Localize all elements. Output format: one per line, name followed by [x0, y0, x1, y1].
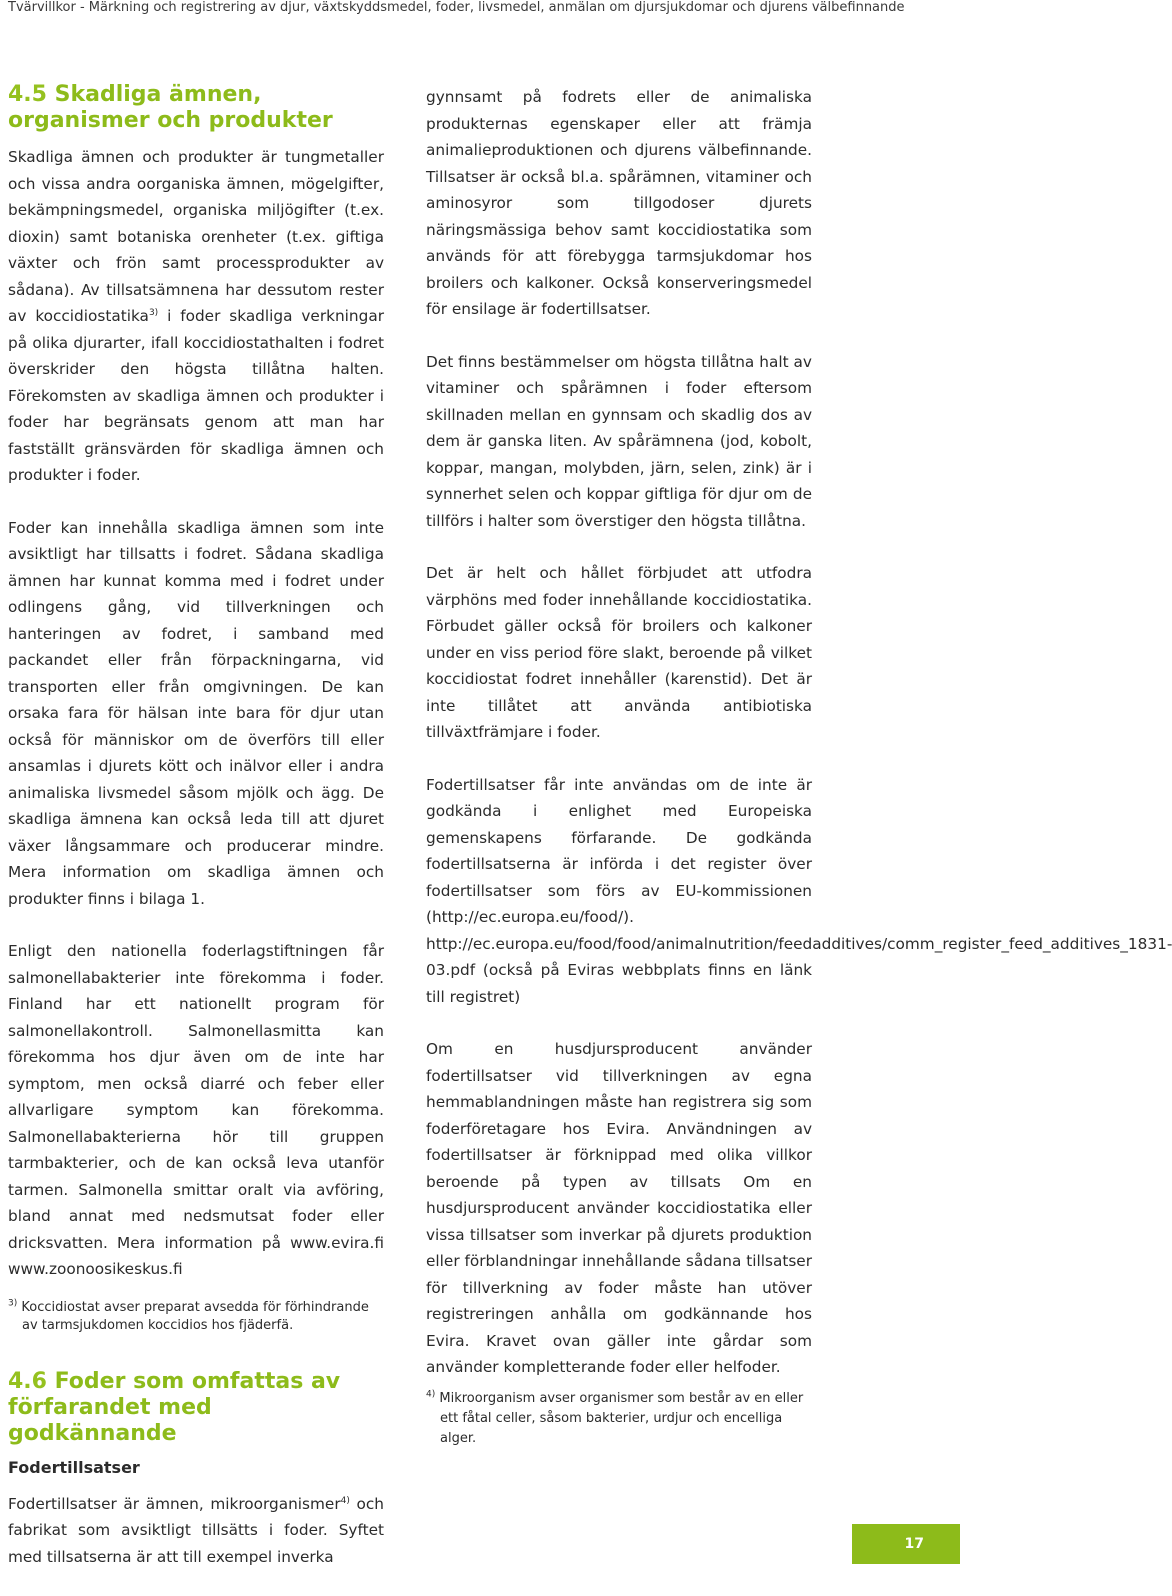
section-heading-4-6	[8, 1369, 384, 1447]
paragraph: Om en husdjursproducent använder fodertillsatser vid tillverkningen av egna hemmablandningen måste han registrera sig som foderföretagare hos Evira. Användningen av fodertillsatser är förknippad med olika villkor beroende på typen av tillsats Om en husdjursproducent använder koccidiostatika eller vissa tillsatser som inverkar på djurets produktion eller förblandningar innehållande sådana tillsatser för tillverkning av foder måste han utöver registreringen anhålla om godkännande hos Evira. Kravet ovan gäller inte gårdar som använder kompletterande foder eller helfoder.	[426, 1040, 812, 1376]
footnote-mark: 4)	[426, 1389, 436, 1400]
footnote	[8, 1298, 384, 1335]
page-number: 17	[904, 1536, 924, 1552]
paragraph-text: Fodertillsatser är ämnen, mikroorganismer	[8, 1494, 341, 1513]
footnote-text: Koccidiostat avser preparat avsedda för förhindrande av tarmsjukdomen koccidios hos fjäderfä.	[21, 1299, 369, 1333]
section-number: 4.5	[8, 82, 47, 107]
footnote	[426, 1389, 812, 1449]
paragraph: Fodertillsatser får inte användas om de inte är godkända i enlighet med Europeiska gemenskapens förfarande. De godkända fodertillsatserna är införda i det register över fodertillsatser som förs av EU-kommissionen (http://ec.europa.eu/food/). http://ec.europa.eu/food/food/animalnutrition/feedadditives/comm_register_feed_additives_1831-03.pdf (också på Eviras webbplats finns en länk till registret)	[426, 775, 1172, 1006]
section-number: 4.6	[8, 1368, 47, 1394]
paragraph-text: i foder skadliga verkningar på olika djurarter, ifall koccidiostathalten i fodret överskrider den högsta tillåtna halten. Förekomsten av skadliga ämnen och produkter i foder har begränsats genom att man har fastställt gränsvärden för skadliga ämnen och produkter i foder.	[8, 307, 384, 484]
paragraph: Foder kan innehålla skadliga ämnen som inte avsiktligt har tillsatts i fodret. Sådana skadliga ämnen har kunnat komma med i fodret under odlingens gång, vid tillverkningen och hanteringen av fodret, i samband med packandet eller från förpackningarna, vid transporten eller från omgivningen. De kan orsaka fara för hälsan inte bara för djur utan också för människor om de överförs till eller ansamlas i djurets kött och inälvor eller i andra animaliska livsmedel såsom mjölk och ägg. De skadliga ämnena kan också leda till att djuret växer långsammare och producerar mindre. Mera information om skadliga ämnen och produkter finns i bilaga 1.	[8, 518, 384, 908]
paragraph: Det är helt och hållet förbjudet att utfodra värphöns med foder innehållande koccidiostatika. Förbudet gäller också för broilers och kalkoner under en viss period före slakt, beroende på vilket koccidiostat fodret innehåller (karenstid). Det är inte tillåtet att använda antibiotiska tillväxtfrämjare i foder.	[426, 564, 812, 741]
section-title: Foder som omfattas av förfarandet med godkännande	[8, 1368, 341, 1446]
running-header: Tvärvillkor - Märkning och registrering av djur, växtskyddsmedel, foder, livsmedel, anmälan om djursjukdomar och djurens välbefinnande	[8, 0, 905, 15]
paragraph: Det finns bestämmelser om högsta tillåtna halt av vitaminer och spårämnen i foder eftersom skillnaden mellan en gynnsam och skadlig dos av dem är ganska liten. Av spårämnena (jod, kobolt, koppar, mangan, molybden, järn, selen, zink) är i synnerhet selen och koppar giftliga för djur om de tillförs i halter som överstiger den högsta tillåtna.	[426, 352, 812, 530]
paragraph: Enligt den nationella foderlagstiftningen får salmonellabakterier inte förekomma i foder. Finland har ett nationellt program för salmonellakontroll. Salmonellasmitta kan förekomma hos djur även om de inte har symptom, men också diarré och feber eller allvarligare symptom kan förekomma. Salmonellabakterierna hör till gruppen tarmbakterier, och de kan också leva utanför tarmen. Salmonella smittar oralt via avföring, bland annat med nedsmutsat foder eller dricksvatten. Mera information på www.evira.fi www.zoonoosikeskus.fi	[8, 942, 384, 1278]
section-heading-4-5	[8, 82, 384, 134]
paragraph-text: Skadliga ämnen och produkter är tungmetaller och vissa andra oorganiska ämnen, mögelgifter, bekämpningsmedel, organiska miljögifter (t.ex. dioxin) samt botaniska orenheter (t.ex. giftiga växter och frön samt processprodukter av sådana). Av tillsatsämnena har dessutom rester av koccidiostatika	[8, 148, 384, 325]
left-column	[8, 82, 384, 1596]
paragraph	[8, 144, 384, 489]
paragraph: gynnsamt på fodrets eller de animaliska produkternas egenskaper eller att främja animalieproduktionen och djurens välbefinnande. Tillsatser är också bl.a. spårämnen, vitaminer och aminosyror som tillgodoser djurets näringsmässiga behov samt koccidiostatika som används för att förebygga tarmsjukdomar hos broilers och kalkoner. Också konserveringsmedel för ensilage är fodertillsatser.	[426, 88, 812, 318]
footnote-text: Mikroorganism avser organismer som består av en eller ett fåtal celler, såsom bakterier, urdjur och encelliga alger.	[439, 1390, 804, 1446]
paragraph	[8, 1491, 384, 1571]
subheading: Fodertillsatser	[8, 1457, 140, 1477]
paragraph-text: och fabrikat som avsiktligt tillsätts i foder. Syftet med tillsatserna är att till exempel inverka	[8, 1494, 384, 1566]
footnote-mark: 3)	[8, 1298, 18, 1309]
right-column	[426, 84, 1172, 1449]
section-title: Skadliga ämnen, organismer och produkter	[8, 82, 333, 133]
footnote-reference: 3)	[148, 307, 159, 318]
footnote-reference: 4)	[340, 1495, 350, 1506]
page-number-tab	[852, 1524, 960, 1564]
